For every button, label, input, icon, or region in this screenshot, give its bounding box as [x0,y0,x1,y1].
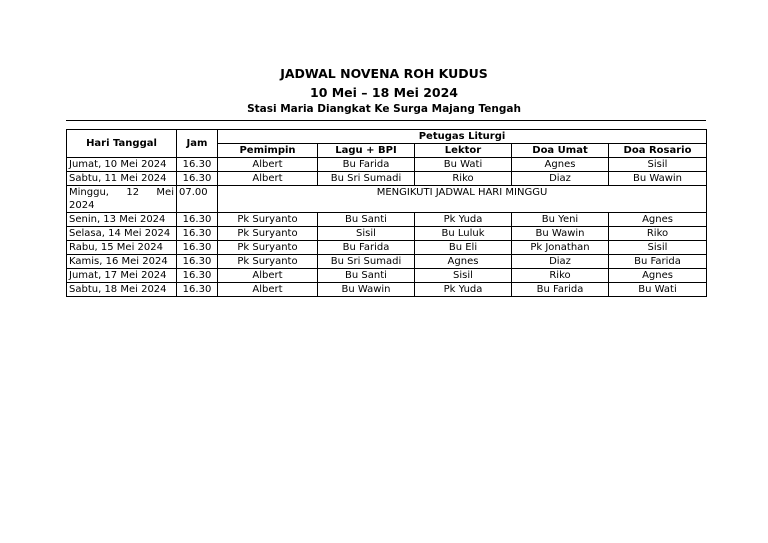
row-time: 16.30 [177,227,218,241]
row-cell: Bu Sri Sumadi [318,255,415,269]
row-cell: Agnes [512,158,609,172]
row-day: Senin, 13 Mei 2024 [67,213,177,227]
row-cell: Diaz [512,255,609,269]
row-time: 16.30 [177,241,218,255]
row-cell: Sisil [415,269,512,283]
row-cell: Bu Yeni [512,213,609,227]
row-cell: Bu Wawin [609,172,707,186]
row-day: Sabtu, 18 Mei 2024 [67,283,177,297]
row-day: Kamis, 16 Mei 2024 [67,255,177,269]
row-cell: Pk Yuda [415,283,512,297]
row-cell: Sisil [609,241,707,255]
row-cell: Pk Suryanto [218,213,318,227]
table-row [67,158,707,172]
row-cell: Albert [218,158,318,172]
row-cell: Riko [609,227,707,241]
row-cell: Bu Wawin [512,227,609,241]
table-row [67,213,707,227]
row-day: Jumat, 10 Mei 2024 [67,158,177,172]
header-time: Jam [177,130,218,158]
row-cell: Bu Farida [512,283,609,297]
row-time: 16.30 [177,172,218,186]
row-time: 07.00 [177,186,218,213]
row-cell: Bu Farida [318,158,415,172]
row-cell: Pk Suryanto [218,241,318,255]
title-divider [66,120,706,121]
row-cell: Sisil [318,227,415,241]
row-cell: Pk Suryanto [218,227,318,241]
row-cell: Riko [512,269,609,283]
row-cell: Bu Farida [609,255,707,269]
header-day: Hari Tanggal [67,130,177,158]
table-row [67,186,707,213]
row-time: 16.30 [177,213,218,227]
table-row [67,255,707,269]
row-cell: Bu Wati [609,283,707,297]
row-cell: Bu Santi [318,213,415,227]
row-cell: Albert [218,172,318,186]
header-group: Petugas Liturgi [218,130,707,144]
table-row [67,269,707,283]
row-cell: Bu Luluk [415,227,512,241]
page-title: JADWAL NOVENA ROH KUDUS [280,66,488,81]
row-cell: Bu Farida [318,241,415,255]
table-row [67,241,707,255]
row-day: Sabtu, 11 Mei 2024 [67,172,177,186]
row-cell: Agnes [609,213,707,227]
table-row [67,227,707,241]
row-cell: Pk Jonathan [512,241,609,255]
row-day: Minggu, 12 Mei 2024 [67,186,177,213]
schedule-table [66,129,707,297]
header-role: Doa Rosario [609,144,707,158]
row-cell: Albert [218,283,318,297]
row-day: Rabu, 15 Mei 2024 [67,241,177,255]
row-day: Selasa, 14 Mei 2024 [67,227,177,241]
row-time: 16.30 [177,269,218,283]
row-day: Jumat, 17 Mei 2024 [67,269,177,283]
row-cell: Bu Wawin [318,283,415,297]
row-time: 16.30 [177,158,218,172]
row-cell: Pk Suryanto [218,255,318,269]
row-time: 16.30 [177,255,218,269]
row-cell: Sisil [609,158,707,172]
row-cell: Agnes [415,255,512,269]
row-cell: Riko [415,172,512,186]
header-role: Lektor [415,144,512,158]
row-cell: Agnes [609,269,707,283]
row-note: MENGIKUTI JADWAL HARI MINGGU [218,186,707,213]
row-cell: Bu Wati [415,158,512,172]
page-subtitle: Stasi Maria Diangkat Ke Surga Majang Tengah [247,103,521,115]
row-cell: Bu Sri Sumadi [318,172,415,186]
row-cell: Diaz [512,172,609,186]
header-role: Pemimpin [218,144,318,158]
header-role: Lagu + BPI [318,144,415,158]
row-cell: Pk Yuda [415,213,512,227]
date-range: 10 Mei – 18 Mei 2024 [310,85,458,100]
row-time: 16.30 [177,283,218,297]
row-cell: Albert [218,269,318,283]
header-role: Doa Umat [512,144,609,158]
table-row [67,283,707,297]
table-row [67,172,707,186]
row-cell: Bu Eli [415,241,512,255]
row-cell: Bu Santi [318,269,415,283]
